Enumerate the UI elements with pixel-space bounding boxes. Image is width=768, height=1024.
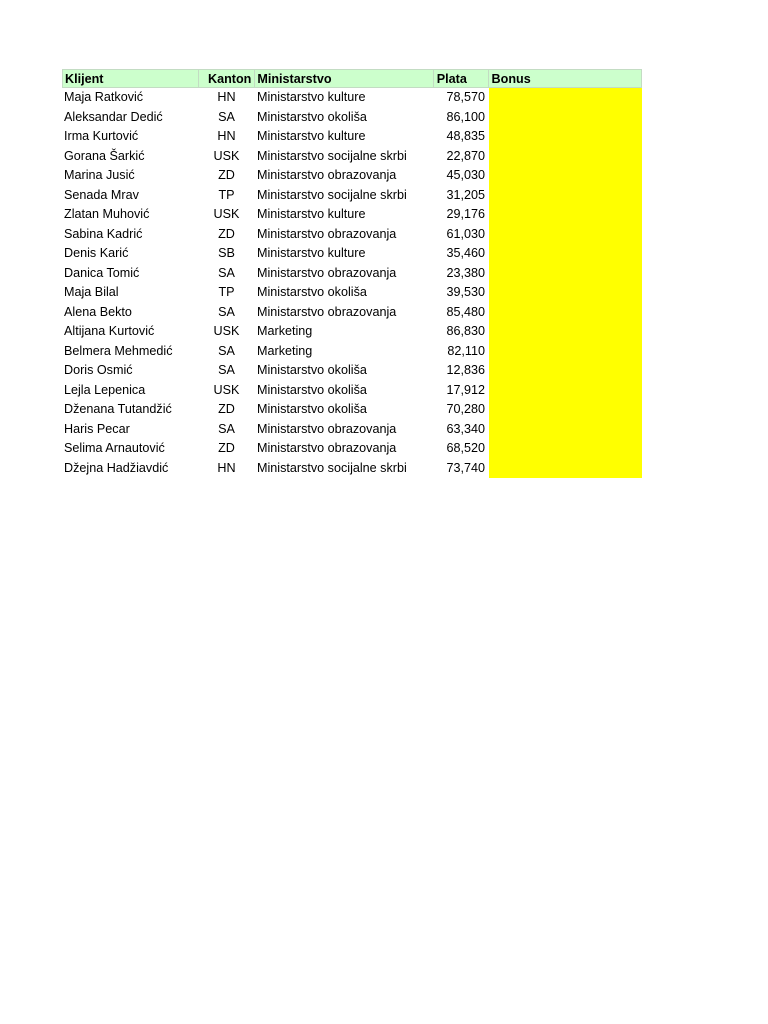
cell-bonus[interactable] xyxy=(489,400,642,420)
header-bonus[interactable]: Bonus xyxy=(491,72,531,86)
cell-kanton[interactable]: TP xyxy=(218,187,235,202)
cell-bonus[interactable] xyxy=(489,264,642,284)
cell-kanton[interactable]: ZD xyxy=(218,402,235,416)
cell-ministarstvo[interactable]: Ministarstvo obrazovanja xyxy=(257,226,397,241)
cell-klijent[interactable]: Belmera Mehmedić xyxy=(64,343,173,358)
header-row xyxy=(62,69,642,88)
cell-bonus[interactable] xyxy=(489,283,642,303)
cell-plata[interactable]: 61,030 xyxy=(446,226,485,241)
cell-kanton[interactable]: ZD xyxy=(218,441,235,455)
table-body xyxy=(62,88,642,478)
table-row xyxy=(62,147,642,167)
cell-klijent[interactable]: Gorana Šarkić xyxy=(64,148,145,163)
cell-klijent[interactable]: Selima Arnautović xyxy=(64,441,165,455)
cell-kanton[interactable]: SA xyxy=(218,109,235,124)
cell-plata[interactable]: 31,205 xyxy=(446,187,485,202)
cell-kanton[interactable]: HN xyxy=(217,90,236,104)
cell-klijent[interactable]: Danica Tomić xyxy=(64,265,140,280)
cell-klijent[interactable]: Denis Karić xyxy=(64,246,129,260)
cell-klijent[interactable]: Maja Ratković xyxy=(64,90,144,104)
cell-kanton[interactable]: SA xyxy=(218,304,235,319)
header-plata[interactable]: Plata xyxy=(434,70,489,87)
cell-bonus[interactable] xyxy=(489,127,642,147)
table-row xyxy=(62,205,642,225)
table-row xyxy=(62,381,642,401)
table-row xyxy=(62,400,642,420)
cell-bonus[interactable] xyxy=(489,420,642,440)
table-row xyxy=(62,264,642,284)
cell-bonus[interactable] xyxy=(489,147,642,167)
cell-bonus[interactable] xyxy=(489,88,642,108)
cell-bonus[interactable] xyxy=(489,205,642,225)
cell-bonus[interactable] xyxy=(489,459,642,479)
table-row xyxy=(62,88,642,108)
cell-bonus[interactable] xyxy=(489,166,642,186)
cell-kanton[interactable]: SA xyxy=(218,421,235,436)
cell-klijent[interactable]: Altijana Kurtović xyxy=(64,324,155,338)
cell-kanton[interactable]: ZD xyxy=(218,226,235,241)
cell-ministarstvo[interactable]: Ministarstvo kulture xyxy=(257,90,366,104)
cell-kanton[interactable]: SA xyxy=(218,265,235,280)
cell-bonus[interactable] xyxy=(489,108,642,128)
header-klijent[interactable]: Klijent xyxy=(63,70,199,87)
cell-klijent[interactable]: Haris Pecar xyxy=(64,421,130,436)
header-kanton[interactable]: Kanton xyxy=(199,70,256,87)
header-ministarstvo[interactable]: Ministarstvo xyxy=(255,70,433,87)
cell-plata[interactable]: 17,912 xyxy=(446,382,485,397)
cell-bonus[interactable] xyxy=(489,439,642,459)
cell-plata[interactable]: 68,520 xyxy=(446,441,485,455)
cell-plata[interactable]: 70,280 xyxy=(446,402,485,416)
cell-plata[interactable]: 86,830 xyxy=(446,324,485,338)
cell-kanton[interactable]: TP xyxy=(218,285,235,299)
table-row xyxy=(62,361,642,381)
cell-ministarstvo[interactable]: Ministarstvo obrazovanja xyxy=(257,265,397,280)
cell-kanton[interactable]: SB xyxy=(218,246,235,260)
cell-plata[interactable]: 63,340 xyxy=(446,421,485,436)
cell-kanton[interactable]: USK xyxy=(213,382,240,397)
cell-kanton[interactable]: SA xyxy=(218,363,235,377)
cell-klijent[interactable]: Irma Kurtović xyxy=(64,129,139,143)
table-row xyxy=(62,342,642,362)
table-row xyxy=(62,420,642,440)
table-row xyxy=(62,127,642,147)
cell-klijent[interactable]: Dženana Tutandžić xyxy=(64,402,172,416)
table-row xyxy=(62,225,642,245)
cell-ministarstvo[interactable]: Marketing xyxy=(257,343,313,358)
cell-klijent[interactable]: Lejla Lepenica xyxy=(64,382,146,397)
cell-ministarstvo[interactable]: Ministarstvo okoliša xyxy=(257,285,367,299)
cell-plata[interactable]: 45,030 xyxy=(446,168,485,182)
cell-ministarstvo[interactable]: Ministarstvo okoliša xyxy=(257,402,367,416)
cell-ministarstvo[interactable]: Ministarstvo socijalne skrbi xyxy=(257,187,407,202)
cell-ministarstvo[interactable]: Ministarstvo obrazovanja xyxy=(257,304,397,319)
cell-kanton[interactable]: ZD xyxy=(218,168,235,182)
spreadsheet-table xyxy=(62,69,642,478)
cell-ministarstvo[interactable]: Ministarstvo socijalne skrbi xyxy=(257,460,407,475)
cell-klijent[interactable]: Maja Bilal xyxy=(64,285,119,299)
cell-bonus[interactable] xyxy=(489,303,642,323)
cell-plata[interactable]: 39,530 xyxy=(446,285,485,299)
cell-klijent[interactable]: Zlatan Muhović xyxy=(64,207,150,221)
table-row xyxy=(62,303,642,323)
cell-kanton[interactable]: SA xyxy=(218,343,235,358)
cell-klijent[interactable]: Sabina Kadrić xyxy=(64,226,143,241)
cell-kanton[interactable]: USK xyxy=(213,207,240,221)
table-row xyxy=(62,244,642,264)
table-row xyxy=(62,166,642,186)
cell-ministarstvo[interactable]: Ministarstvo obrazovanja xyxy=(257,441,397,455)
cell-plata[interactable]: 23,380 xyxy=(446,265,485,280)
cell-bonus[interactable] xyxy=(489,381,642,401)
cell-kanton[interactable]: HN xyxy=(217,129,236,143)
table-row xyxy=(62,283,642,303)
cell-bonus[interactable] xyxy=(489,225,642,245)
cell-klijent[interactable]: Džejna Hadžiavdić xyxy=(64,460,169,475)
cell-plata[interactable]: 78,570 xyxy=(446,90,485,104)
cell-kanton[interactable]: USK xyxy=(213,324,240,338)
table-row xyxy=(62,322,642,342)
cell-klijent[interactable]: Marina Jusić xyxy=(64,168,135,182)
cell-ministarstvo[interactable]: Ministarstvo obrazovanja xyxy=(257,421,397,436)
table-row xyxy=(62,439,642,459)
cell-plata[interactable]: 48,835 xyxy=(446,129,485,143)
cell-plata[interactable]: 12,836 xyxy=(446,363,485,377)
table-row xyxy=(62,459,642,479)
cell-kanton[interactable]: HN xyxy=(217,460,236,475)
cell-bonus[interactable] xyxy=(489,244,642,264)
cell-plata[interactable]: 29,176 xyxy=(446,207,485,221)
table-row xyxy=(62,108,642,128)
cell-klijent[interactable]: Senada Mrav xyxy=(64,187,139,202)
cell-bonus[interactable] xyxy=(489,361,642,381)
cell-ministarstvo[interactable]: Ministarstvo okoliša xyxy=(257,382,367,397)
cell-ministarstvo[interactable]: Ministarstvo kulture xyxy=(257,207,366,221)
cell-klijent[interactable]: Aleksandar Dedić xyxy=(64,109,163,124)
cell-plata[interactable]: 82,110 xyxy=(447,343,485,358)
cell-ministarstvo[interactable]: Ministarstvo obrazovanja xyxy=(257,168,397,182)
cell-bonus[interactable] xyxy=(489,322,642,342)
cell-kanton[interactable]: USK xyxy=(213,148,240,163)
cell-ministarstvo[interactable]: Ministarstvo okoliša xyxy=(257,109,367,124)
cell-klijent[interactable]: Alena Bekto xyxy=(64,304,132,319)
cell-ministarstvo[interactable]: Ministarstvo okoliša xyxy=(257,363,367,377)
cell-plata[interactable]: 22,870 xyxy=(446,148,485,163)
cell-bonus[interactable] xyxy=(489,342,642,362)
cell-ministarstvo[interactable]: Ministarstvo kulture xyxy=(257,246,366,260)
cell-plata[interactable]: 35,460 xyxy=(446,246,485,260)
cell-ministarstvo[interactable]: Marketing xyxy=(257,324,313,338)
cell-plata[interactable]: 86,100 xyxy=(446,109,485,124)
cell-plata[interactable]: 73,740 xyxy=(446,460,485,475)
table-row xyxy=(62,186,642,206)
cell-klijent[interactable]: Doris Osmić xyxy=(64,363,133,377)
cell-plata[interactable]: 85,480 xyxy=(446,304,485,319)
cell-ministarstvo[interactable]: Ministarstvo kulture xyxy=(257,129,366,143)
cell-ministarstvo[interactable]: Ministarstvo socijalne skrbi xyxy=(257,148,407,163)
cell-bonus[interactable] xyxy=(489,186,642,206)
